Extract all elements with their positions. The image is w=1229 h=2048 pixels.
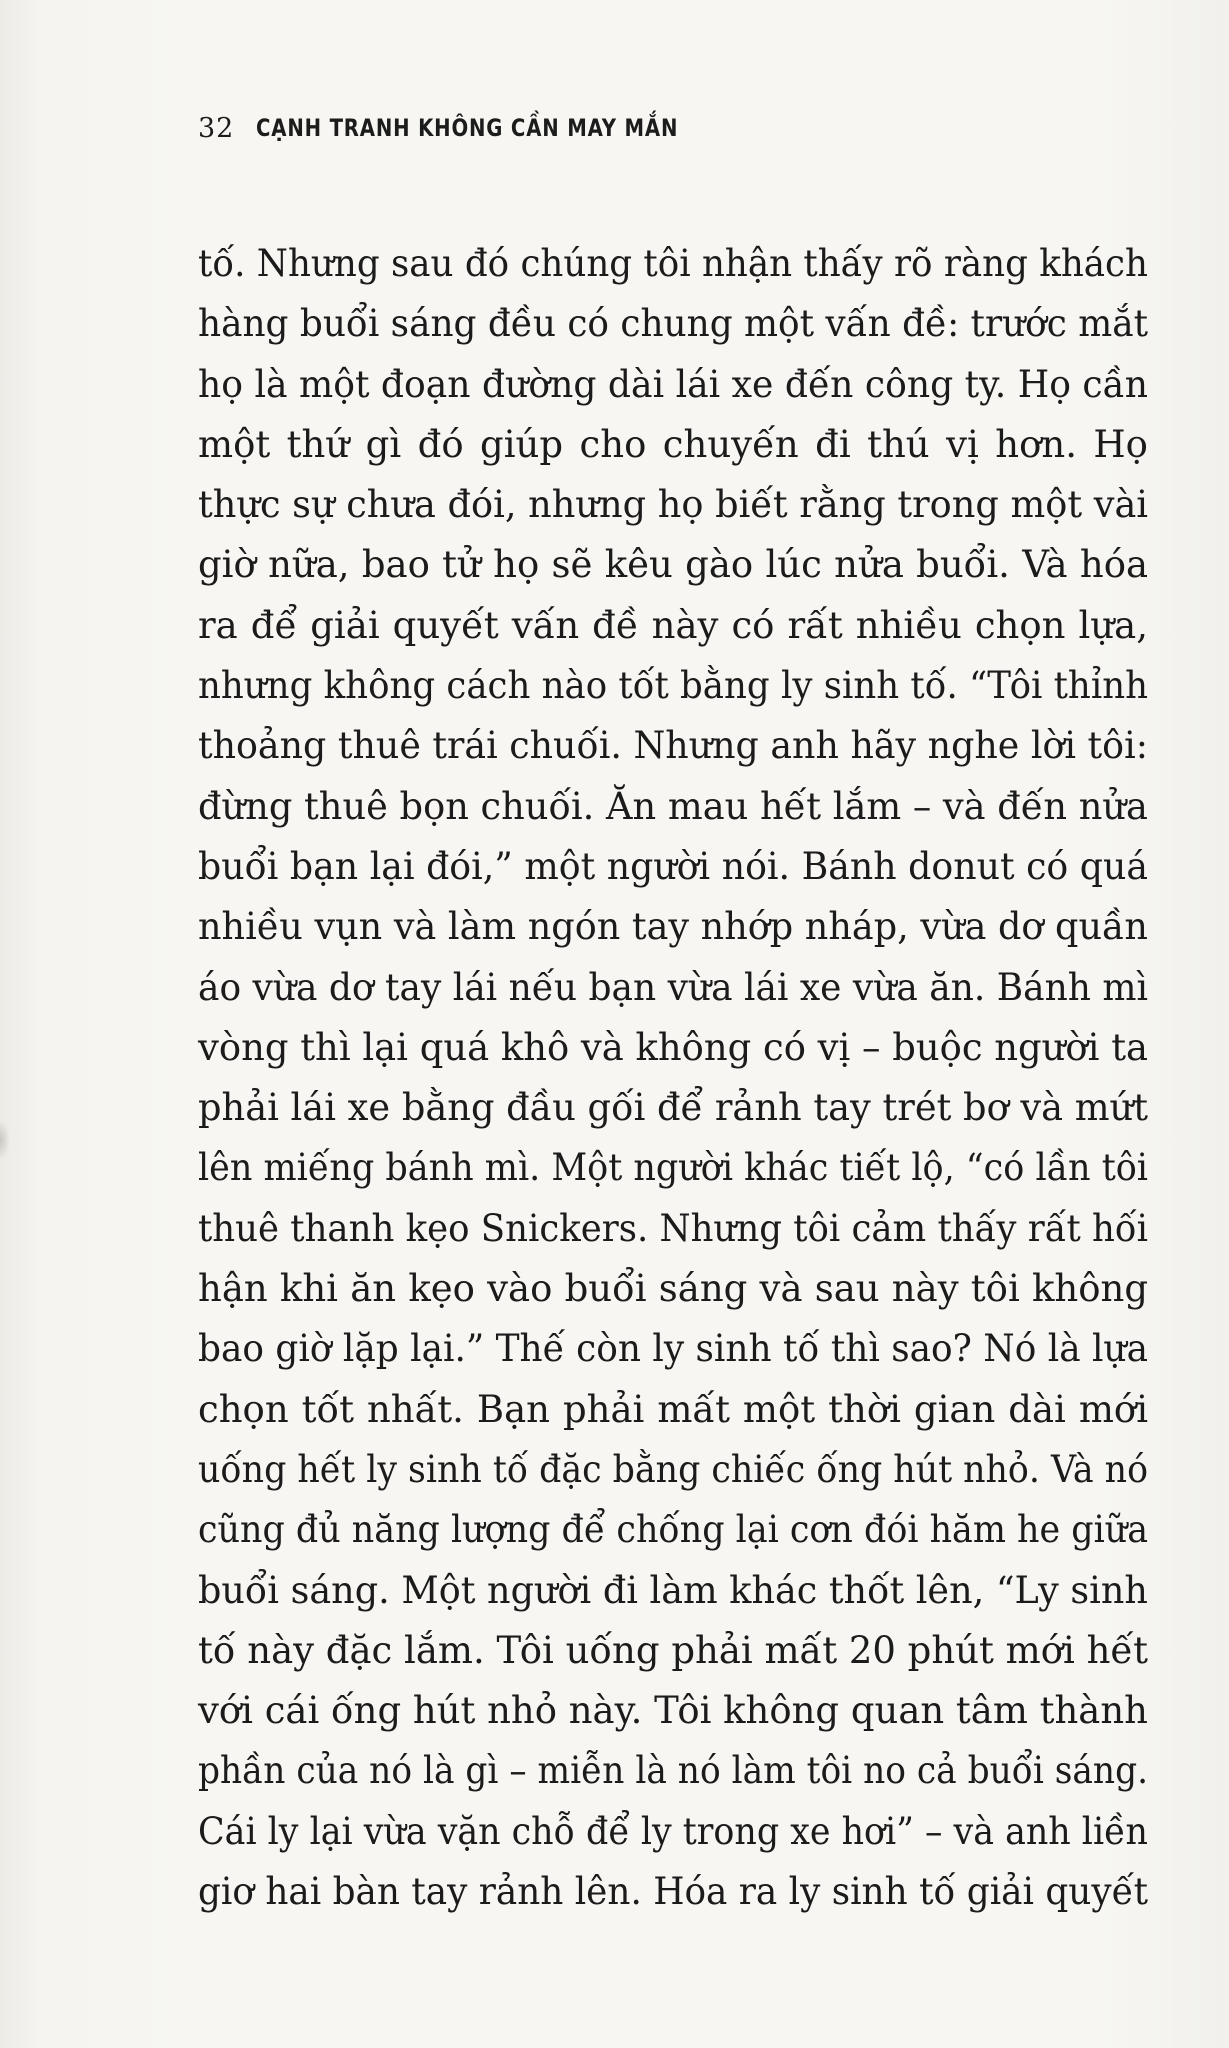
text-line-content: hàng buổi sáng đều có chung một vấn đề: trước mắt	[198, 302, 1148, 346]
text-line	[198, 837, 1148, 897]
text-line	[198, 415, 1148, 475]
text-line-content: phần của nó là gì – miễn là nó làm tôi no cả buổi sáng.	[198, 1749, 1149, 1793]
text-line-content: áo vừa dơ tay lái nếu bạn vừa lái xe vừa ăn. Bánh mì	[198, 965, 1149, 1009]
running-header	[198, 108, 771, 148]
text-line	[198, 1380, 1148, 1440]
body-text	[198, 234, 1148, 1922]
text-line-content: buổi sáng. Một người đi làm khác thốt lên, “Ly sinh	[198, 1568, 1148, 1612]
text-line-content: thoảng thuê trái chuối. Nhưng anh hãy nghe lời tôi:	[198, 724, 1148, 768]
text-line	[198, 897, 1148, 957]
text-line	[198, 656, 1148, 716]
text-line	[198, 1078, 1148, 1138]
text-line	[198, 294, 1148, 354]
text-line-content: ra để giải quyết vấn đề này có rất nhiều chọn lựa,	[198, 603, 1148, 647]
text-line	[198, 1138, 1148, 1198]
text-line	[198, 475, 1148, 535]
text-line-content: phải lái xe bằng đầu gối để rảnh tay trét bơ và mứt	[198, 1086, 1149, 1130]
text-line-content: họ là một đoạn đường dài lái xe đến công ty. Họ cần	[198, 362, 1149, 406]
book-title: CẠNH TRANH KHÔNG CẦN MAY MẮN	[256, 114, 679, 142]
text-line-content: một thứ gì đó giúp cho chuyến đi thú vị hơn. Họ	[198, 422, 1148, 466]
text-line-content: hận khi ăn kẹo vào buổi sáng và sau này tôi không	[198, 1267, 1149, 1311]
text-line	[198, 1319, 1148, 1379]
text-line-content: với cái ống hút nhỏ này. Tôi không quan tâm thành	[198, 1689, 1148, 1733]
text-line	[198, 1199, 1148, 1259]
text-line-content: giờ nữa, bao tử họ sẽ kêu gào lúc nửa buổi. Và hóa	[198, 543, 1149, 587]
text-line	[198, 1440, 1148, 1500]
text-line	[198, 1681, 1148, 1741]
text-line	[198, 1259, 1148, 1319]
text-line-content: tố. Nhưng sau đó chúng tôi nhận thấy rõ ràng khách	[198, 242, 1148, 285]
text-line-content: giơ hai bàn tay rảnh lên. Hóa ra ly sinh tố giải quyết	[198, 1870, 1149, 1914]
text-line-content: uống hết ly sinh tố đặc bằng chiếc ống hút nhỏ. Và nó	[198, 1447, 1149, 1491]
text-line	[198, 1802, 1148, 1862]
text-line	[198, 1621, 1148, 1681]
text-line	[198, 1862, 1148, 1922]
text-line-content: tố này đặc lắm. Tôi uống phải mất 20 phút mới hết	[198, 1628, 1149, 1672]
text-line	[198, 1741, 1148, 1801]
text-line-content: thuê thanh kẹo Snickers. Nhưng tôi cảm thấy rất hối	[198, 1206, 1148, 1250]
text-line	[198, 596, 1148, 656]
page-number: 32	[198, 112, 235, 144]
text-line-content: vòng thì lại quá khô và không có vị – buộc người ta	[198, 1025, 1149, 1069]
text-line	[198, 1018, 1148, 1078]
page-edge-mark	[0, 1120, 10, 1160]
text-line	[198, 234, 1148, 294]
text-line-content: đừng thuê bọn chuối. Ăn mau hết lắm – và đến nửa	[198, 784, 1148, 828]
text-line-content: bao giờ lặp lại.” Thế còn ly sinh tố thì sao? Nó là lựa	[198, 1327, 1149, 1371]
text-line	[198, 777, 1148, 837]
text-line	[198, 535, 1148, 595]
text-line	[198, 355, 1148, 415]
text-line-content: thực sự chưa đói, nhưng họ biết rằng trong một vài	[198, 483, 1149, 527]
text-line-content: nhiều vụn và làm ngón tay nhớp nháp, vừa dơ quần	[198, 905, 1148, 949]
text-line	[198, 958, 1148, 1018]
text-line-content: lên miếng bánh mì. Một người khác tiết lộ, “có lần tôi	[198, 1146, 1148, 1190]
text-line-content: cũng đủ năng lượng để chống lại cơn đói hăm he giữa	[198, 1508, 1148, 1552]
text-line-content: buổi bạn lại đói,” một người nói. Bánh donut có quá	[198, 844, 1149, 888]
text-line-content: Cái ly lại vừa vặn chỗ để ly trong xe hơi” – và anh liền	[198, 1809, 1148, 1853]
text-line	[198, 716, 1148, 776]
text-line-content: chọn tốt nhất. Bạn phải mất một thời gian dài mới	[198, 1387, 1149, 1431]
text-line	[198, 1561, 1148, 1621]
text-line	[198, 1500, 1148, 1560]
text-line-content: nhưng không cách nào tốt bằng ly sinh tố. “Tôi thỉnh	[198, 664, 1148, 708]
